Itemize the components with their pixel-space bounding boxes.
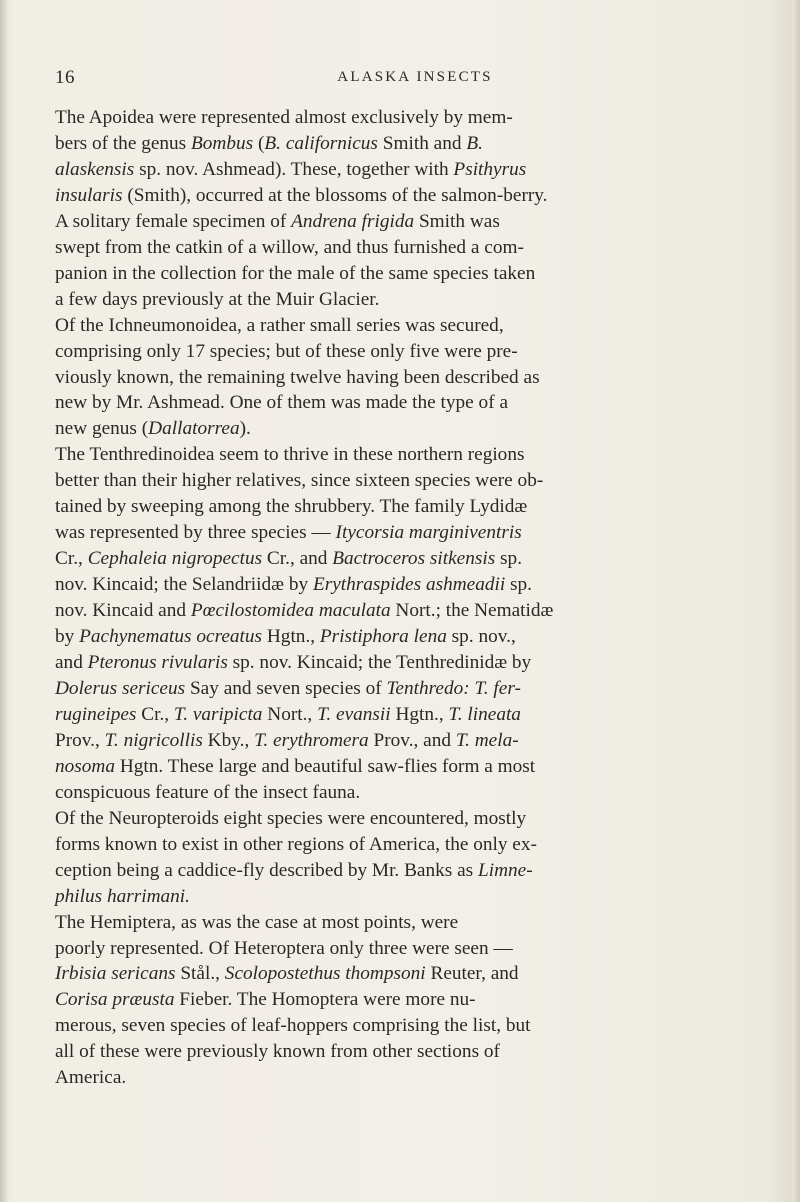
text-run: Nort.; the Nematidæ [390,600,554,622]
text-line [55,390,712,416]
text-line [55,987,712,1013]
text-line [55,209,712,235]
text-line [55,313,712,339]
text-line [55,754,712,780]
text-run: ). [239,418,251,440]
text-run: by [55,626,80,648]
italic-text: Erythraspides ashmeadii [312,574,506,596]
italic-text: Bactroceros sitkensis [332,548,496,570]
text-line [55,1065,712,1091]
text-run: Cr., [55,548,88,570]
text-run: Kby., [202,729,255,751]
page-number: 16 [55,67,75,88]
text-line [55,235,712,261]
running-head: ALASKA INSECTS [337,69,493,85]
body-text [55,105,712,1091]
text-run: America. [55,1067,127,1089]
italic-text: Dallatorrea [148,418,240,440]
text-run: new by Mr. Ashmead. One of them was made the type of a [55,392,508,414]
text-line [55,468,712,494]
text-run: nov. Kincaid and [55,600,191,622]
text-run: Fieber. The Homoptera were more nu- [174,989,476,1011]
text-line [55,131,712,157]
text-run: The Tenthredinoidea seem to thrive in these northern regions [55,444,525,466]
text-run: new genus ( [55,418,149,440]
page-gutter-shadow [0,0,7,1202]
page-edge-shadow [792,0,800,1202]
text-run: Hgtn., [262,626,320,648]
italic-text: T. evansii [317,703,391,725]
text-run: sp. [505,574,533,596]
text-line [55,624,712,650]
text-run: and [55,652,88,674]
italic-text: T. varipicta [173,703,263,725]
text-line [55,183,712,209]
text-line [55,598,712,624]
text-run: Hgtn. These large and beautiful saw-flies form a most [115,755,536,777]
text-run: (Smith), occurred at the blossoms of the salmon-berry. [122,184,548,206]
text-run: tained by sweeping among the shrubbery. The family Lydidæ [55,496,528,518]
text-run: ception being a caddice-fly described by Mr. Banks as [55,859,478,881]
text-run: The Hemiptera, as was the case at most points, were [55,911,459,933]
text-run: The Apoidea were represented almost exclusively by mem- [55,107,513,128]
text-run: bers of the genus [55,132,192,154]
text-line [55,1039,712,1065]
italic-text: Cephaleia nigropectus [87,548,263,570]
text-run: sp. nov., [446,626,516,648]
italic-text: Pristiphora lena [319,626,447,648]
text-run: Smith and [377,132,467,154]
italic-text: Pteronus rivularis [87,652,228,674]
text-line [55,339,712,365]
text-run: Hgtn., [390,703,449,725]
text-line [55,572,712,598]
text-run: A solitary female specimen of [55,210,292,232]
italic-text: insularis [55,184,123,206]
italic-text: philus harrimani. [55,885,190,907]
text-line [55,961,712,987]
italic-text: nosoma [55,755,115,777]
italic-text: Pachynematus ocreatus [79,626,263,648]
text-line [55,910,712,936]
text-line [55,676,712,702]
text-line [55,261,712,287]
paragraph [55,313,712,443]
italic-text: Dolerus sericeus [55,677,186,699]
italic-text: B. [466,132,483,154]
text-run: a few days previously at the Muir Glacier. [55,288,380,310]
text-line [55,442,712,468]
italic-text: rugineipes [55,703,137,725]
text-run: Cr., and [262,548,333,570]
italic-text: Bombus [191,132,254,154]
paragraph [55,105,712,313]
italic-text: T. erythromera [254,729,369,751]
text-run: forms known to exist in other regions of America, the only ex- [55,833,537,855]
italic-text: Itycorsia marginiventris [335,522,522,544]
italic-text: Tenthredo: T. fer- [386,677,521,699]
italic-text: Corisa præusta [55,989,175,1011]
text-run: sp. nov. Ashmead). These, together with [134,158,454,180]
text-line [55,546,712,572]
italic-text: Pœcilostomidea maculata [190,600,391,622]
italic-text: T. lineata [448,703,521,725]
text-run: all of these were previously known from other sections of [55,1041,500,1063]
text-line [55,105,712,131]
text-run: viously known, the remaining twelve having been described as [55,366,540,388]
text-run: Of the Ichneumonoidea, a rather small series was secured, [55,314,504,336]
text-run: Cr., [136,703,174,725]
italic-text: T. mela- [455,729,519,751]
text-run: merous, seven species of leaf-hoppers comprising the list, but [55,1015,531,1037]
text-run: comprising only 17 species; but of these only five were pre- [55,340,518,362]
text-line [55,832,712,858]
text-run: Smith was [414,210,500,232]
text-run: ( [253,132,265,154]
paragraph [55,910,712,1092]
text-line [55,520,712,546]
page-header [55,67,695,91]
text-line [55,936,712,962]
text-run: sp. nov. Kincaid; the Tenthredinidæ by [227,652,532,674]
text-line [55,1013,712,1039]
text-run: better than their higher relatives, since sixteen species were ob- [55,470,544,492]
italic-text: B. californicus [264,132,378,154]
italic-text: Irbisia sericans [55,963,176,985]
text-run: nov. Kincaid; the Selandriidæ by [55,574,313,596]
text-line [55,884,712,910]
text-run: poorly represented. Of Heteroptera only three were seen — [55,937,513,959]
text-run: Prov., and [368,729,456,751]
italic-text: Psithyrus [453,158,527,180]
text-run: Say and seven species of [185,677,387,699]
text-run: Nort., [262,703,318,725]
text-line [55,157,712,183]
italic-text: alaskensis [55,158,135,180]
text-line [55,416,712,442]
text-line [55,780,712,806]
text-run: swept from the catkin of a willow, and thus furnished a com- [55,236,524,258]
paragraph [55,442,712,805]
text-run: Stål., [175,963,225,985]
text-line [55,728,712,754]
italic-text: T. nigricollis [104,729,203,751]
text-line [55,365,712,391]
text-run: was represented by three species — [55,522,336,544]
italic-text: Andrena frigida [291,210,415,232]
text-run: conspicuous feature of the insect fauna. [55,781,361,803]
text-run: sp. [495,548,523,570]
text-run: Reuter, and [425,963,519,985]
text-line [55,287,712,313]
italic-text: Limne- [477,859,533,881]
text-run: panion in the collection for the male of the same species taken [55,262,536,284]
text-line [55,702,712,728]
paragraph [55,806,712,910]
text-run: Of the Neuropteroids eight species were encountered, mostly [55,807,527,829]
text-run: Prov., [55,729,105,751]
text-line [55,650,712,676]
text-line [55,806,712,832]
text-line [55,494,712,520]
text-line [55,858,712,884]
italic-text: Scolopostethus thompsoni [224,963,426,985]
